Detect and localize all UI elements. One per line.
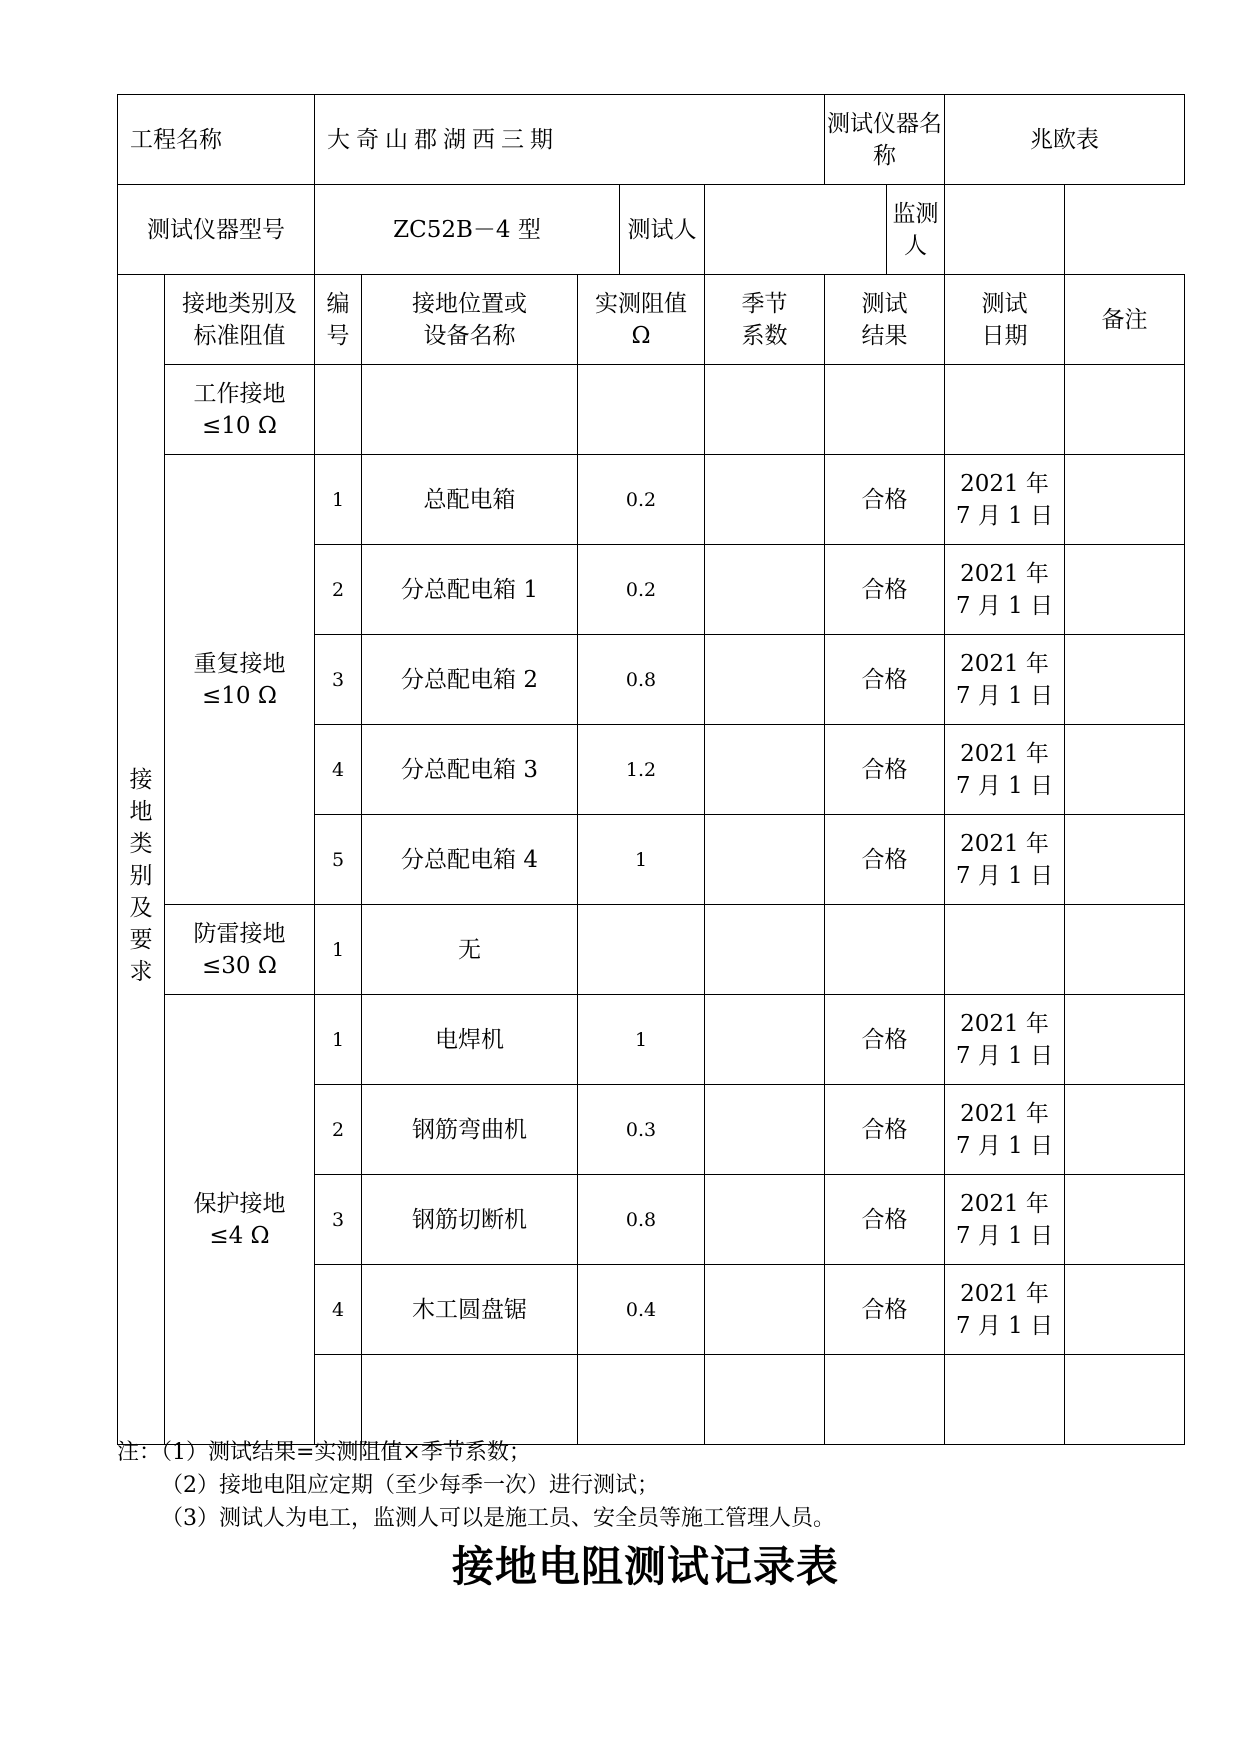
row-date: 2021 年 7 月 1 日	[945, 635, 1065, 725]
row-no	[315, 365, 362, 455]
row-measured: 1	[578, 815, 705, 905]
project-label: 工程名称	[118, 95, 315, 185]
note-line: （2）接地电阻应定期（至少每季一次）进行测试；	[161, 1473, 659, 1498]
row-date: 2021 年 7 月 1 日	[945, 1265, 1065, 1355]
col-result: 测试 结果	[825, 275, 945, 365]
row-measured: 1.2	[578, 725, 705, 815]
row-location: 电焊机	[362, 995, 578, 1085]
row-remark	[1065, 1085, 1185, 1175]
row-remark	[1065, 365, 1185, 455]
col-remark: 备注	[1065, 275, 1185, 365]
row-result: 合格	[825, 1265, 945, 1355]
row-result: 合格	[825, 995, 945, 1085]
row-location: 分总配电箱 1	[362, 545, 578, 635]
row-date	[945, 365, 1065, 455]
row-result: 合格	[825, 1085, 945, 1175]
row-location: 无	[362, 905, 578, 995]
row-location: 分总配电箱 2	[362, 635, 578, 725]
row-location: 钢筋切断机	[362, 1175, 578, 1265]
row-no: 2	[315, 545, 362, 635]
row-location: 总配电箱	[362, 455, 578, 545]
row-measured: 0.2	[578, 455, 705, 545]
row-season	[705, 455, 825, 545]
table-row	[118, 905, 1185, 995]
row-remark	[1065, 995, 1185, 1085]
row-date: 2021 年 7 月 1 日	[945, 1175, 1065, 1265]
table-row	[118, 995, 1185, 1085]
row-measured: 0.2	[578, 545, 705, 635]
category-cell: 保护接地 ≤4 Ω	[165, 995, 315, 1445]
note-line: 注：（1）测试结果=实测阻值×季节系数；	[117, 1440, 531, 1465]
row-season	[705, 1175, 825, 1265]
row-no: 3	[315, 635, 362, 725]
row-measured	[578, 365, 705, 455]
grounding-resistance-table	[117, 94, 1185, 1445]
col-date: 测试 日期	[945, 275, 1065, 365]
row-location	[362, 365, 578, 455]
row-no: 4	[315, 725, 362, 815]
row-season	[705, 1355, 825, 1445]
row-result: 合格	[825, 545, 945, 635]
row-measured: 1	[578, 995, 705, 1085]
notes	[117, 1436, 1177, 1535]
row-no: 2	[315, 1085, 362, 1175]
row-date	[945, 905, 1065, 995]
row-result: 合格	[825, 725, 945, 815]
row-date: 2021 年 7 月 1 日	[945, 995, 1065, 1085]
row-season	[705, 1085, 825, 1175]
row-date: 2021 年 7 月 1 日	[945, 815, 1065, 905]
row-no: 4	[315, 1265, 362, 1355]
row-season	[705, 365, 825, 455]
col-season: 季节 系数	[705, 275, 825, 365]
row-season	[705, 545, 825, 635]
instrument-model-value: ZC52B－4 型	[315, 185, 620, 275]
row-date: 2021 年 7 月 1 日	[945, 455, 1065, 545]
instrument-model-label: 测试仪器型号	[118, 185, 315, 275]
row-remark	[1065, 1265, 1185, 1355]
row-result	[825, 1355, 945, 1445]
row-result: 合格	[825, 1175, 945, 1265]
row-remark	[1065, 545, 1185, 635]
row-result	[825, 365, 945, 455]
category-cell: 重复接地 ≤10 Ω	[165, 455, 315, 905]
side-category-text: 接地类别及要求	[129, 766, 153, 985]
row-result: 合格	[825, 815, 945, 905]
row-season	[705, 1265, 825, 1355]
note-line: （3）测试人为电工，监测人可以是施工员、安全员等施工管理人员。	[161, 1506, 835, 1531]
col-category: 接地类别及 标准阻值	[165, 275, 315, 365]
row-measured: 0.3	[578, 1085, 705, 1175]
tester-label: 测试人	[620, 185, 705, 275]
project-value: 大奇山郡湖西三期	[315, 95, 825, 185]
row-date: 2021 年 7 月 1 日	[945, 545, 1065, 635]
row-season	[705, 995, 825, 1085]
row-location: 分总配电箱 3	[362, 725, 578, 815]
instrument-name-value: 兆欧表	[945, 95, 1185, 185]
page-title: 接地电阻测试记录表	[451, 1542, 839, 1591]
row-no: 1	[315, 995, 362, 1085]
tester-value	[705, 185, 887, 275]
supervisor-value	[945, 185, 1065, 275]
row-date: 2021 年 7 月 1 日	[945, 725, 1065, 815]
row-measured: 0.8	[578, 1175, 705, 1265]
row-remark	[1065, 1355, 1185, 1445]
row-remark	[1065, 455, 1185, 545]
side-category-label	[118, 275, 165, 1445]
col-location: 接地位置或 设备名称	[362, 275, 578, 365]
row-no: 1	[315, 455, 362, 545]
row-season	[705, 635, 825, 725]
row-result	[825, 905, 945, 995]
supervisor-label: 监测人	[887, 185, 945, 275]
table-row	[118, 455, 1185, 545]
row-remark	[1065, 635, 1185, 725]
category-cell: 工作接地 ≤10 Ω	[165, 365, 315, 455]
row-location	[362, 1355, 578, 1445]
row-measured	[578, 905, 705, 995]
row-remark	[1065, 1175, 1185, 1265]
row-location: 木工圆盘锯	[362, 1265, 578, 1355]
row-result: 合格	[825, 455, 945, 545]
category-cell: 防雷接地 ≤30 Ω	[165, 905, 315, 995]
instrument-name-label: 测试仪器名称	[825, 95, 945, 185]
table-row	[118, 365, 1185, 455]
row-season	[705, 905, 825, 995]
col-measured: 实测阻值 Ω	[578, 275, 705, 365]
row-location: 钢筋弯曲机	[362, 1085, 578, 1175]
row-remark	[1065, 905, 1185, 995]
row-season	[705, 725, 825, 815]
row-no: 1	[315, 905, 362, 995]
row-location: 分总配电箱 4	[362, 815, 578, 905]
row-date: 2021 年 7 月 1 日	[945, 1085, 1065, 1175]
row-result: 合格	[825, 635, 945, 725]
row-measured: 0.8	[578, 635, 705, 725]
col-no: 编 号	[315, 275, 362, 365]
row-remark	[1065, 725, 1185, 815]
row-no: 5	[315, 815, 362, 905]
row-season	[705, 815, 825, 905]
row-date	[945, 1355, 1065, 1445]
row-no	[315, 1355, 362, 1445]
row-measured	[578, 1355, 705, 1445]
row-remark	[1065, 815, 1185, 905]
row-no: 3	[315, 1175, 362, 1265]
row-measured: 0.4	[578, 1265, 705, 1355]
